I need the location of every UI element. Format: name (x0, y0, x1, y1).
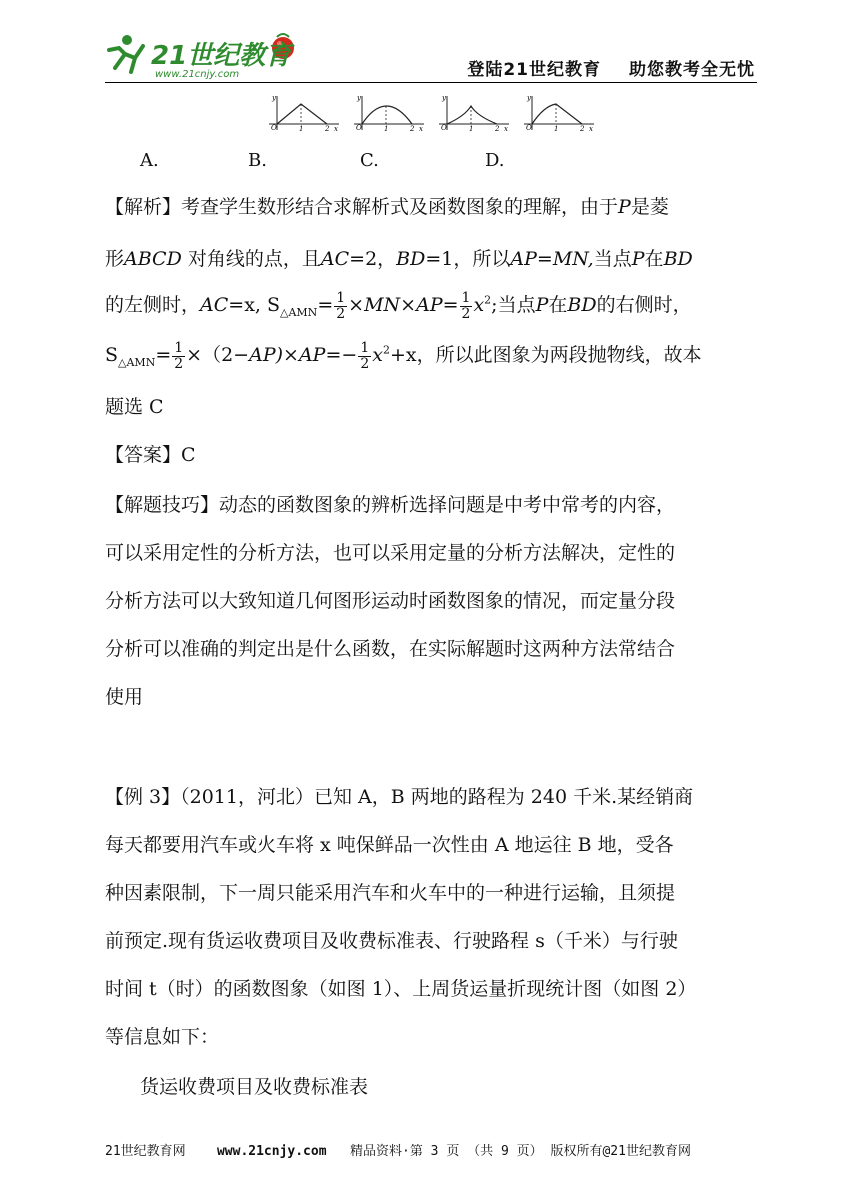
tips-line-5: 使用 (105, 686, 144, 708)
svg-text:x: x (334, 125, 338, 132)
slogan-right: 助您教考全无忧 (629, 60, 755, 80)
svg-text:2: 2 (325, 125, 330, 132)
svg-text:O: O (526, 124, 532, 132)
analysis-line-1: 【解析】考查学生数形结合求解析式及函数图象的理解，由于P是菱 (105, 196, 669, 218)
svg-text:x: x (504, 125, 508, 132)
option-d: D. (485, 150, 505, 171)
logo-url: www.21cnjy.com (155, 69, 240, 80)
svg-text:y: y (272, 94, 276, 102)
fraction: $\frac{1}{2}$ (360, 339, 370, 372)
example3-line-6: 等信息如下： (105, 1026, 220, 1048)
option-a: A. (140, 150, 159, 171)
svg-text:y: y (442, 94, 446, 102)
svg-text:x: x (589, 125, 593, 132)
svg-text:1: 1 (299, 125, 304, 132)
example3-line-1: 【例 3】（2011，河北）已知 A，B 两地的路程为 240 千米.某经销商 (105, 786, 694, 808)
tips-line-3: 分析方法可以大致知道几何图形运动时函数图象的情况，而定量分段 (105, 590, 676, 612)
svg-text:2: 2 (410, 125, 415, 132)
footer-url: www.21cnjy.com (216, 1144, 327, 1159)
analysis-line-4: $S_{\triangle AMN}=$ $\frac{1}{2}$ ×（2−AP)×AP=− $\frac{1}{2}$ $x^2+x$，所以此图象为两段抛物线，故本 (105, 339, 702, 372)
option-b: B. (248, 150, 267, 171)
svg-text:O: O (441, 124, 447, 132)
analysis-line-2: 形ABCD 对角线的点，且AC=2，BD=1，所以AP=MN,当点P在BD (105, 248, 693, 270)
svg-text:y: y (527, 94, 531, 102)
fraction: $\frac{1}{2}$ (336, 289, 346, 322)
svg-text:2: 2 (580, 125, 585, 132)
graph-a (265, 92, 343, 132)
option-graphs (265, 92, 605, 132)
option-c: C. (360, 150, 379, 171)
svg-text:1: 1 (469, 125, 474, 132)
footer-site: 21世纪教育网 (105, 1144, 186, 1159)
header-divider (105, 82, 757, 83)
tips-line-1: 【解题技巧】动态的函数图象的辨析选择问题是中考中常考的内容， (105, 494, 676, 516)
table-title: 货运收费项目及收费标准表 (140, 1076, 369, 1098)
analysis-line-3: 的左侧时，AC=x, $S_{\triangle AMN}=$ $\frac{1}{2}$ ×MN×AP= $\frac{1}{2}$ $x^2$;当点P在BD的右侧时， (105, 289, 692, 322)
tips-line-2: 可以采用定性的分析方法，也可以采用定量的分析方法解决，定性的 (105, 542, 676, 564)
graph-c (435, 92, 513, 132)
slogan-left: 登陆21世纪教育 (467, 60, 601, 80)
header-slogan (467, 55, 755, 80)
example3-line-2: 每天都要用汽车或火车将 x 吨保鲜品一次性由 A 地运往 B 地，受各 (105, 834, 674, 856)
svg-text:O: O (356, 124, 362, 132)
fraction: $\frac{1}{2}$ (461, 289, 471, 322)
example3-line-5: 时间 t（时）的函数图象（如图 1）、上周货运量折现统计图（如图 2） (105, 978, 697, 1000)
example3-line-4: 前预定.现有货运收费项目及收费标准表、行驶路程 s（千米）与行驶 (105, 930, 678, 952)
analysis-line-5: 题选 C (105, 396, 164, 418)
svg-text:2: 2 (495, 125, 500, 132)
logo-icon (105, 28, 305, 80)
answer-line: 【答案】C (105, 444, 196, 466)
page-footer (105, 1140, 691, 1159)
svg-text:y: y (357, 94, 361, 102)
fraction: $\frac{1}{2}$ (174, 339, 184, 372)
svg-text:O: O (271, 124, 277, 132)
graph-d (520, 92, 598, 132)
svg-text:1: 1 (384, 125, 389, 132)
tips-line-4: 分析可以准确的判定出是什么函数，在实际解题时这两种方法常结合 (105, 638, 676, 660)
footer-page-info: 精品资料·第 3 页 （共 9 页） 版权所有@21世纪教育网 (350, 1144, 691, 1159)
example3-line-3: 种因素限制，下一周只能采用汽车和火车中的一种进行运输，且须提 (105, 882, 676, 904)
logo-text: 21世纪教育 (151, 41, 292, 71)
svg-text:x: x (419, 125, 423, 132)
svg-text:1: 1 (554, 125, 559, 132)
graph-b (350, 92, 428, 132)
page-header (105, 28, 755, 83)
